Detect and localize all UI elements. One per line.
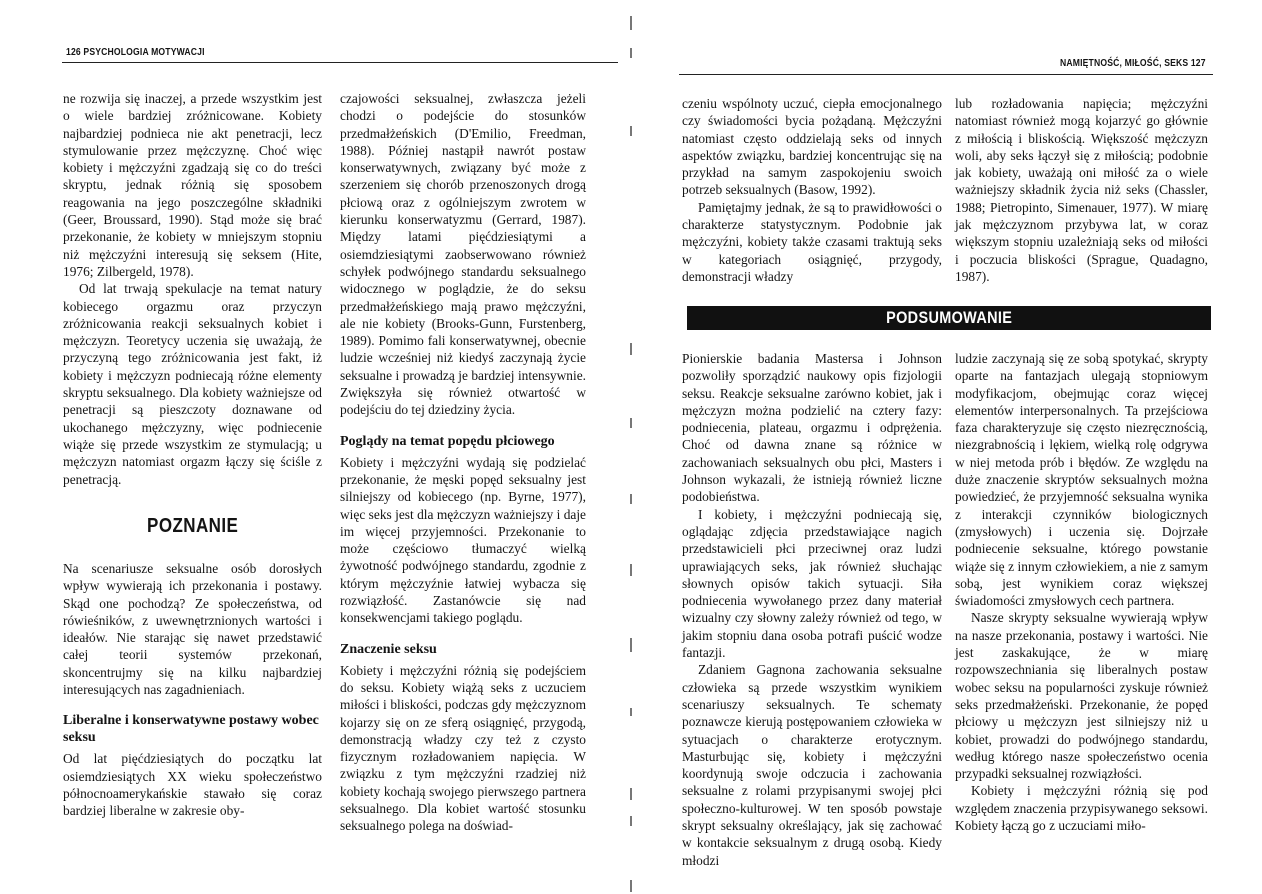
subheading: Liberalne i konserwatywne postawy wobec seksu [63, 713, 319, 746]
right-column-2-bottom [955, 350, 1208, 834]
right-column-1-top [682, 95, 942, 285]
subheading: Znaczenie seksu [340, 641, 437, 657]
paragraph: ludzie zaczynają się ze sobą spotykać, skrypty oparte na fantazjach ulegają stopniowym modyfikacjom, obejmując coraz więcej elementów interpersonalnych. Ta przejściowa faza charakteryzuje się często niezręcznością, niezgrabnością i lękiem, wielką rolę odgrywa w niej metoda prób i błędów. Ze względu na duże znaczenie skryptów seksualnych można powiedzieć, że przyjemność seksualna wynika z interakcji czynników biologicznych (zmysłowych) i uczenia się. Dojrzałe podniecenie seksualne, którego powstanie wiąże się z innym człowiekiem, a nie z samym sobą, jest wynikiem coraz większej świadomości zmysłowych cech partnera. [955, 351, 1208, 609]
paragraph: I kobiety, i mężczyźni podniecają się, oglądając zdjęcia przedstawiające nagich przedstawicieli płci przeciwnej oraz ludzi uprawiających seks, jak również słuchając słownych opisów takich sytuacji. Siła podniecenia wywołanego przez dany materiał wizualny czy słowny zależy również od tego, w jakim stopniu dana osoba potrafi puścić wodze fantazji. [682, 506, 942, 661]
section-band-podsumowanie: PODSUMOWANIE [687, 306, 1211, 330]
paragraph: Pamiętajmy jednak, że są to prawidłowości o charakterze statystycznym. Podobnie jak mężczyźni, kobiety także czasami traktują seks w kategoriach osiągnięć, przygody, demonstracji władzy [682, 199, 942, 284]
paragraph: Zdaniem Gagnona zachowania seksualne człowieka są przede wszystkim wynikiem scenariuszy seksualnych. Te schematy poznawcze kierują postępowaniem człowieka w sytuacjach o charakterze erotycznym. Masturbując się, kobiety i mężczyźni koordynują swoje odczucia i zachowania seksualne z rolami przypisanymi swojej płci społeczno-kulturowej. W ten sposób powstaje skrypt seksualny określający, jak się zachować w kontakcie seksualnym z drugą osobą. Kiedy młodzi [682, 662, 942, 868]
left-running-head: 126 PSYCHOLOGIA MOTYWACJI [66, 46, 205, 58]
paragraph: Nasze skrypty seksualne wywierają wpływ na nasze przekonania, postawy i wartości. Nie jest zaskakujące, że w miarę rozpowszechniania się liberalnych postaw wobec seksu na popularności zyskuje również seks przedmałżeński. Przekonanie, że popęd płciowy u mężczyzn jest silniejszy niż u kobiet, prowadzi do podwójnego standardu, według którego nasze społeczeństwo ocenia przypadki seksualnej rozwiązłości. [955, 610, 1208, 782]
subheading: Poglądy na temat popędu płciowego [340, 433, 555, 449]
paragraph: Kobiety i mężczyźni różnią się podejściem do seksu. Kobiety wiążą seks z uczuciem miłości i bliskości, podczas gdy mężczyznom kojarzy się on ze sferą osiągnięć, przygodą, demonstracją władzy czy też z czysto fizycznym rozładowaniem napięcia. W związku z tym mężczyźni rzadziej niż kobiety kochają swojego pierwszego partnera seksualnego. Dla kobiet wartość stosunku seksualnego polega na doświad- [340, 662, 586, 834]
paragraph: Na scenariusze seksualne osób dorosłych wpływ wywierają ich przekonania i postawy. Skąd one pochodzą? Ze społeczeństwa, od rówieśników, z uwewnętrznionych wartości i ideałów. Nie starając się nawet przedstawić całej teorii systemów przekonań, skoncentrujmy się na kilku najbardziej interesujących nas zagadnieniach. [63, 561, 322, 698]
left-header-rule [62, 62, 618, 63]
paragraph: Pionierskie badania Mastersa i Johnson pozwoliły sporządzić naukowy opis fizjologii seksu. Reakcje seksualne zarówno kobiet, jak i mężczyzn można podzielić na cztery fazy: podniecenia, plateau, orgazmu i odprężenia. Choć od dawna znane są różnice w zachowaniach seksualnych obu płci, Masters i Johnson wykazali, że istnieją również liczne podobieństwa. [682, 351, 942, 505]
right-page [631, 0, 1262, 894]
left-column-2 [340, 90, 586, 835]
section-title-poznanie: POZNANIE [146, 515, 239, 537]
left-column-1-lower [63, 560, 322, 820]
paragraph: Kobiety i mężczyźni różnią się pod względem znaczenia przypisywanego seksowi. Kobiety łączą go z uczuciami miło- [955, 783, 1208, 834]
left-column-1 [63, 90, 322, 488]
paragraph: ne rozwija się inaczej, a przede wszystkim jest o wiele bardziej zróżnicowane. Kobiety najbardziej podnieca nie akt penetracji, lecz stymulowanie przez mężczyznę. Choć więc kobiety i mężczyźni zgadzają się co do treści skryptu, jednak różnią się sposobem reagowania na jego poszczególne składniki (Geer, Broussard, 1990). Stąd może się brać przekonanie, że kobiety w mniejszym stopniu niż mężczyźni interesują się seksem (Hite, 1976; Zilbergeld, 1978). [63, 91, 322, 279]
paragraph: Od lat trwają spekulacje na temat natury kobiecego orgazmu oraz przyczyn zróżnicowania reakcji seksualnych kobiet i mężczyzn. Teoretycy uczenia się uważają, że przyczyną tego zróżnicowania jest fakt, iż kobiety i mężczyzn podniecają różne elementy skryptu seksualnego. Dla kobiety ważniejsze od penetracji są pieszczoty doznawane od ukochanego mężczyzny, więc podniecenie wiąże się przede wszystkim ze stymulacją; u mężczyzn natomiast orgazm łączy się ściśle z penetracją. [63, 281, 322, 487]
right-running-head: NAMIĘTNOŚĆ, MIŁOŚĆ, SEKS 127 [1060, 57, 1206, 69]
right-column-1-bottom [682, 350, 942, 869]
paragraph: czajowości seksualnej, zwłaszcza jeżeli chodzi o podejście do stosunków przedmałżeńskich (D'Emilio, Freedman, 1988). Później nastąpił nawrót postaw konserwatywnych, związany być może z szerzeniem się chorób przenoszonych drogą płciową oraz z ogólniejszym zwrotem w kierunku konserwatyzmu (Gerrard, 1987). Między latami pięćdziesiątymi a osiemdziesiątymi zaobserwowano również schyłek podwójnego standardu seksualnego widocznego w poglądzie, że do seksu przedmałżeńskiego mają prawo mężczyźni, ale nie kobiety (Brooks-Gunn, Furstenberg, 1989). Pomimo fali konserwatywnej, obecnie ludzie wcześniej niż kiedyś zaczynają życie seksualne i prowadzą je bardziej intensywnie. Zwiększyła się również otwartość w podejściu do tej dziedziny życia. [340, 91, 586, 418]
paragraph: lub rozładowania napięcia; mężczyźni natomiast również mogą kojarzyć go głównie z miłością i bliskością. Większość mężczyzn woli, aby seks łączył się z miłością; podobnie jak kobiety, uważają oni miłość za o wiele ważniejszy składnik życia niż seks (Chassler, 1988; Pietropinto, Simenauer, 1977). W miarę jak mężczyznom przybywa lat, w coraz większym stopniu uzależniają seks od miłości i poczucia bliskości (Sprague, Quadagno, 1987). [955, 96, 1208, 284]
paragraph: Kobiety i mężczyźni wydają się podzielać przekonanie, że męski popęd seksualny jest silniejszy od kobiecego (np. Byrne, 1977), więc seks jest dla mężczyzn ważniejszy i daje im więcej przyjemności. Przekonanie to może częściowo tłumaczyć wielką żywotność podwójnego standardu, zgodnie z którym mężczyźnie łatwiej wybacza się rozwiązłość. Zastanówcie się nad konsekwencjami takiego poglądu. [340, 454, 586, 626]
right-column-2-top [955, 95, 1208, 285]
paragraph: Od lat pięćdziesiątych do początku lat osiemdziesiątych XX wieku społeczeństwo północnoamerykańskie stawało się coraz bardziej liberalne w zakresie oby- [63, 751, 322, 819]
right-header-rule [679, 74, 1213, 75]
paragraph: czeniu wspólnoty uczuć, ciepła emocjonalnego czy świadomości bycia pożądaną. Mężczyźni natomiast często oddzielają seks od innych aspektów związku, bardziej koncentrując się na przykład na samym zaspokojeniu swoich potrzeb seksualnych (Basow, 1992). [682, 96, 942, 198]
